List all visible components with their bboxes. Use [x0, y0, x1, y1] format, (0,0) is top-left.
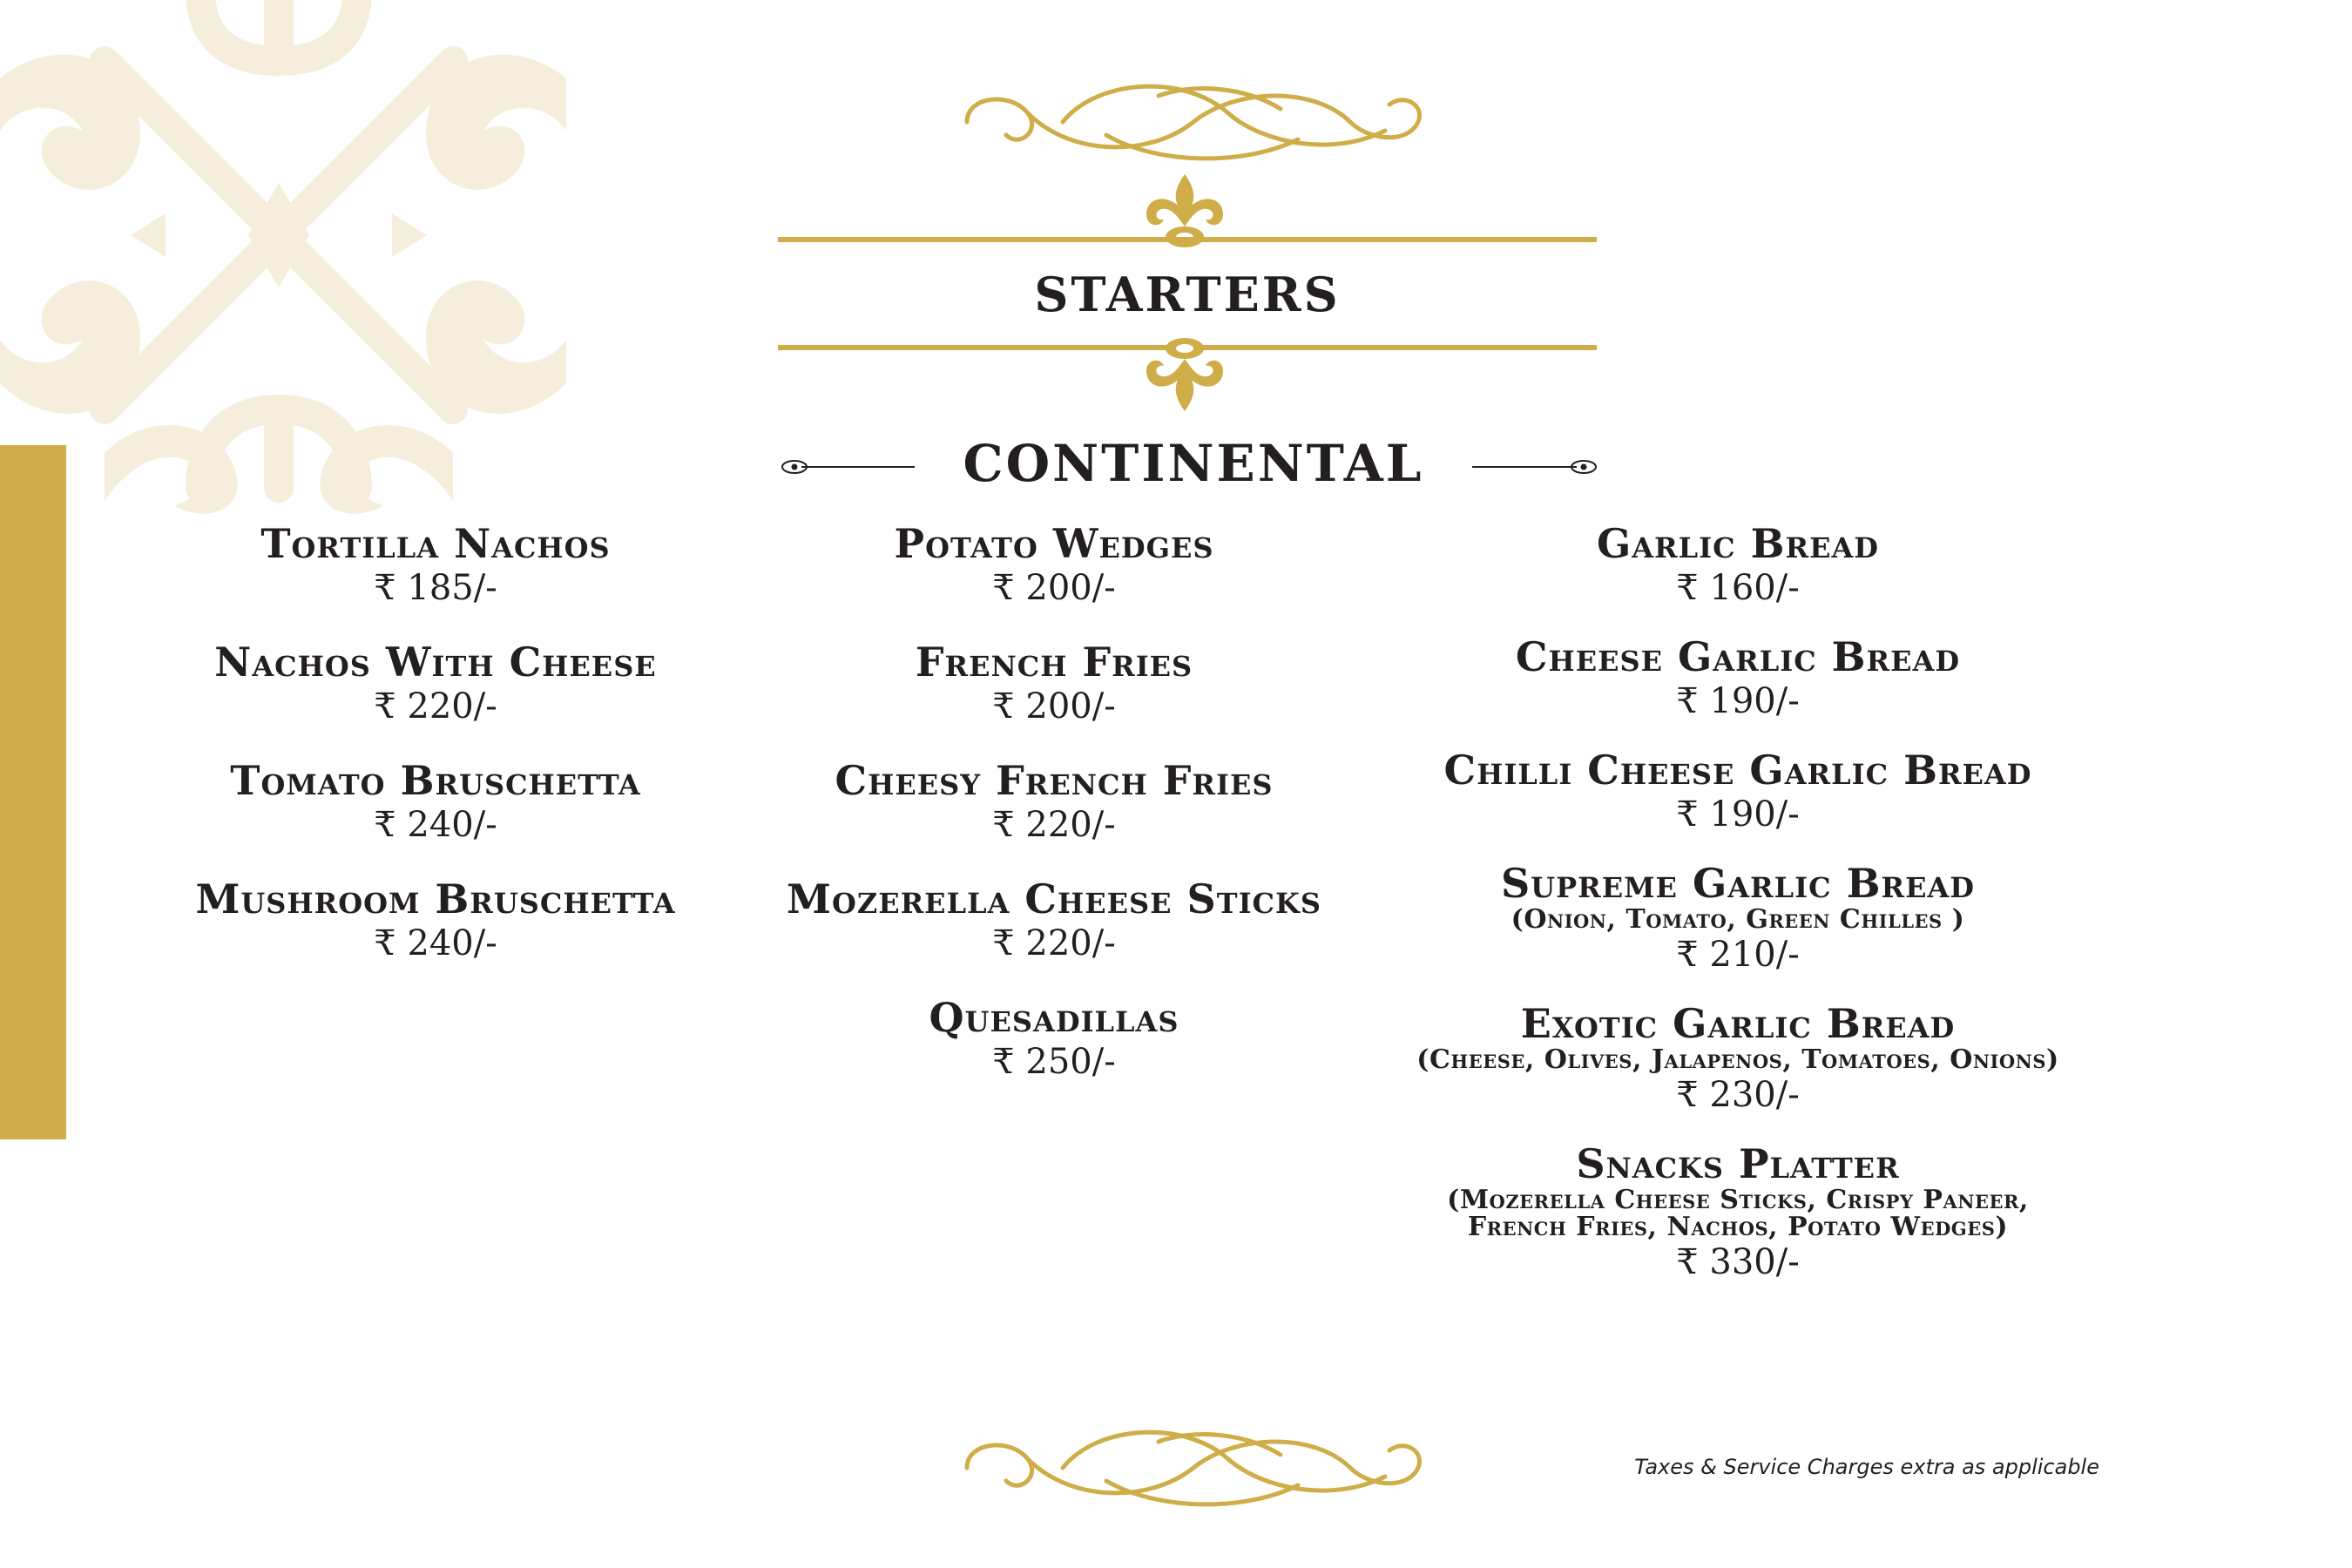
- item-price: ₹ 185/-: [374, 568, 497, 608]
- menu-item: [749, 876, 1359, 965]
- item-name: Cheesy French Fries: [835, 757, 1274, 804]
- item-price: ₹ 210/-: [1676, 935, 1800, 975]
- item-name: Tortilla Nachos: [260, 520, 611, 567]
- item-name: Nachos With Cheese: [214, 639, 657, 686]
- menu-item: [1368, 861, 2108, 977]
- menu-item: [1368, 1001, 2108, 1117]
- gold-divider-top: [778, 237, 1597, 242]
- item-price: ₹ 200/-: [992, 686, 1116, 727]
- item-name: Tomato Bruschetta: [230, 757, 641, 804]
- item-name: Garlic Bread: [1596, 520, 1880, 567]
- item-price: ₹ 220/-: [374, 686, 497, 727]
- item-name: Quesadillas: [929, 994, 1179, 1041]
- item-price: ₹ 240/-: [374, 923, 497, 963]
- menu-item: [749, 639, 1359, 728]
- menu-column-1: [131, 521, 740, 995]
- menu-column-2: [749, 521, 1359, 1113]
- item-name: Cheese Garlic Bread: [1515, 633, 1961, 680]
- item-price: ₹ 250/-: [992, 1042, 1116, 1082]
- menu-item: [749, 995, 1359, 1084]
- item-description: (Onion, Tomato, Green Chilles ): [1511, 904, 1965, 935]
- item-price: ₹ 240/-: [374, 805, 497, 845]
- scroll-flourish-icon: [932, 61, 1446, 183]
- item-name: Supreme Garlic Bread: [1500, 860, 1976, 907]
- menu-column-3: [1368, 521, 2108, 1308]
- item-price: ₹ 160/-: [1676, 568, 1800, 608]
- item-name: French Fries: [915, 639, 1193, 686]
- menu-item: [131, 521, 740, 610]
- item-name: Snacks Platter: [1576, 1140, 1900, 1187]
- item-price: ₹ 200/-: [992, 568, 1116, 608]
- scroll-flourish-icon: [932, 1407, 1446, 1529]
- item-description: (Mozerella Cheese Sticks, Crispy Paneer,: [1447, 1185, 2029, 1215]
- item-name: Mushroom Bruschetta: [195, 875, 676, 923]
- item-price: ₹ 190/-: [1676, 681, 1800, 721]
- item-name: Exotic Garlic Bread: [1520, 1000, 1956, 1047]
- menu-item: [749, 758, 1359, 847]
- item-price: ₹ 230/-: [1676, 1075, 1800, 1115]
- fleur-de-lis-icon: [1139, 336, 1230, 411]
- menu-item: [131, 758, 740, 847]
- celtic-knot-ornament-icon: [0, 0, 575, 523]
- item-name: Potato Wedges: [894, 520, 1214, 567]
- item-name: Mozerella Cheese Sticks: [787, 875, 1321, 923]
- item-price: ₹ 220/-: [992, 805, 1116, 845]
- item-price: ₹ 330/-: [1676, 1242, 1800, 1282]
- item-description: French Fries, Nachos, Potato Wedges): [1467, 1212, 2009, 1242]
- section-title: STARTERS: [1034, 267, 1341, 322]
- menu-item: [749, 521, 1359, 610]
- subsection-title: CONTINENTAL: [915, 432, 1472, 495]
- menu-item: [1368, 634, 2108, 723]
- item-name: Chilli Cheese Garlic Bread: [1443, 747, 2032, 794]
- menu-item: [1368, 521, 2108, 610]
- menu-item: [1368, 1141, 2108, 1284]
- footnote: Taxes & Service Charges extra as applicable: [1634, 1455, 2099, 1479]
- item-price: ₹ 220/-: [992, 923, 1116, 963]
- item-price: ₹ 190/-: [1676, 794, 1800, 835]
- gold-side-bar: [0, 445, 66, 1139]
- item-description: (Cheese, Olives, Jalapenos, Tomatoes, Onions): [1416, 1044, 2059, 1075]
- menu-item: [1368, 747, 2108, 836]
- menu-item: [131, 639, 740, 728]
- menu-item: [131, 876, 740, 965]
